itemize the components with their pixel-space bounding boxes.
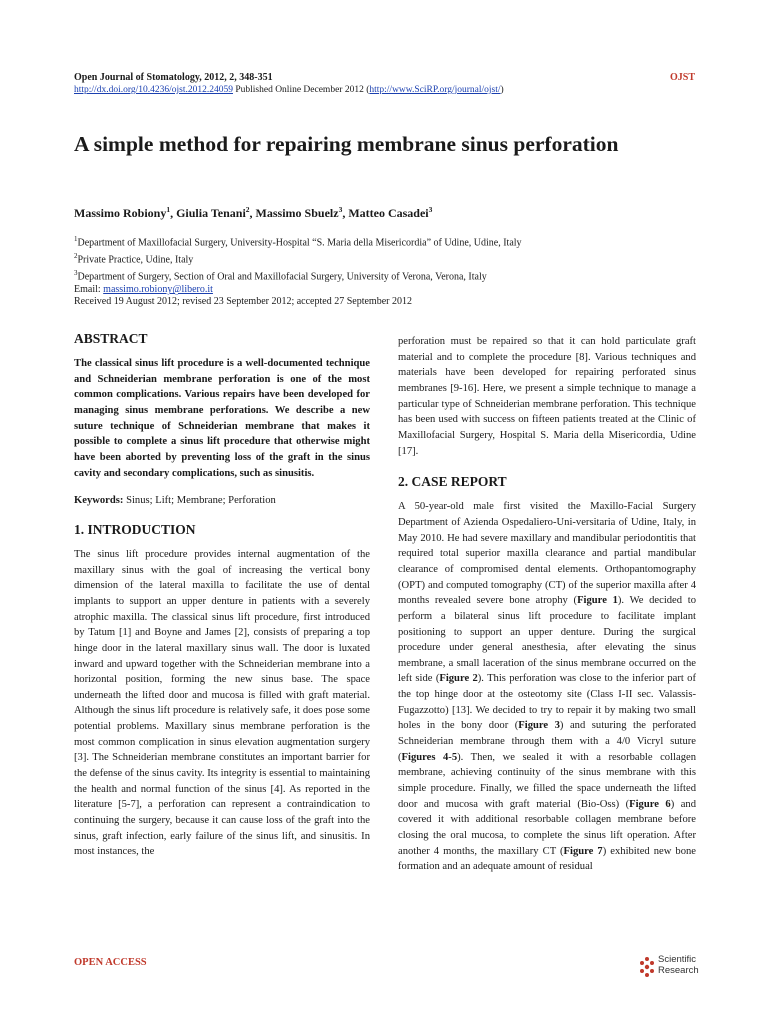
affiliation-3: [74, 267, 522, 284]
author-name: Massimo Sbuelz: [255, 206, 339, 220]
doi-line: [74, 85, 504, 95]
keywords-text: Sinus; Lift; Membrane; Perforation: [123, 495, 276, 507]
author-affil-sup: 2: [245, 205, 250, 214]
author-affil-sup: 1: [166, 205, 171, 214]
case-report-text: [398, 499, 696, 875]
affil-text: Private Practice, Udine, Italy: [77, 254, 194, 266]
author-affil-sup: 3: [428, 205, 433, 214]
case-text: ). Then, we sealed it with a resorbable collagen membrane, achieving continuity of the sinus membrane with this simple procedure. Finally, we filled the space underneath the lifted door and mucosa with graft material (Bio-Oss) (: [398, 751, 696, 810]
doi-link[interactable]: http://dx.doi.org/10.4236/ojst.2012.24059: [74, 85, 233, 95]
abstract-text: The classical sinus lift procedure is a well-documented technique and Schneiderian membrane perforation is one of the most common complications. Various repairs have been developed for managing sinus membrane perforations. We describe a new suture technique of Schneiderian membrane that makes it possible to complete a sinus lift procedure that otherwise might have been aborted by preventing loss of the graft in the sinus cavity and secondary complications, such as sinusitis.: [74, 358, 370, 479]
case-text: ) and suturing the perforated Schneiderian membrane through them with a 4/0 Vicryl suture (: [398, 720, 697, 763]
left-column: [74, 330, 370, 860]
case-report-heading: 2. CASE REPORT: [398, 474, 507, 490]
case-text: ) exhibited new bone formation and an adequate amount of residual: [398, 845, 697, 873]
affil-text: Department of Maxillofacial Surgery, University-Hospital “S. Maria della Misericordia” of Udine, Udine, Italy: [77, 237, 522, 249]
abstract-heading: ABSTRACT: [74, 331, 148, 346]
affil-num: 2: [74, 252, 78, 261]
logo-line-2: Research: [658, 965, 699, 976]
author-affil-sup: 3: [338, 205, 343, 214]
published-text: Published Online December 2012 (: [232, 85, 370, 95]
right-column: [398, 334, 696, 875]
affiliation-2: [74, 250, 522, 267]
figure-ref[interactable]: Figure 2: [439, 673, 478, 685]
introduction-continued: perforation must be repaired so that it can hold particulate graft material and to complete the procedure [8]. Various techniques and materials have been developed for repairing perforated sinus membranes [9-16]. Here, we present a simple technique to manage a particular type of Schneiderian membrane perforation. This technique has been used with success on fifteen patients treated at the Clinic of Maxillofacial Surgery, Hospital S. Maria della Misericordia, Udine [17].: [398, 336, 696, 457]
author-name: Matteo Casadei: [348, 206, 429, 220]
author-name: Giulia Tenani: [176, 206, 246, 220]
open-access-label: OPEN ACCESS: [74, 957, 147, 968]
scientific-research-logo: [638, 954, 718, 980]
introduction-text: The sinus lift procedure provides internal augmentation of the maxillary sinus with the goal of increasing the vertical bony dimension of the lateral maxilla to facilitate the use of dental implants to support an upper denture in patients with a severely atrophic maxilla. The classical sinus lift procedure, first introduced by Tatum [1] and Boyne and James [2], consists of preparing a top hinge door in the lateral maxillary sinus wall. The door is luxated inward and upward together with the Schneiderian membrane into a horizontal position, forming the new sinus base. The space underneath the lifted door and mucosa is filled with graft material. Although the sinus lift procedure is relatively safe, it does pose some potential problems. Maxillary sinus membrane perforation is the most common complication in sinus elevation augmentation surgery [3]. The Schneiderian membrane constitutes an important barrier for the defense of the sinus cavity. Its integrity is essential to maintaining the health and normal function of the sinus [4]. As reported in the literature [5-7], a perforation can represent a contraindication to continuing the surgery, because it can cause loss of the graft into the sinus, graft infection, early failure of the sinus lift, and sinusitis. In most instances, the: [74, 548, 370, 858]
email-label: Email:: [74, 284, 104, 296]
figure-ref[interactable]: Figure 7: [563, 845, 603, 857]
email-link[interactable]: massimo.robiony@libero.it: [103, 284, 213, 296]
author-sep: ,: [342, 206, 349, 220]
keywords: [74, 493, 370, 509]
affil-num: 1: [74, 235, 78, 243]
case-text: ) and covered it with additional resorbable collagen membrane before closing the oral mucosa, to complete the sinus lift operation. After another 4 months, the maxillary CT (: [398, 798, 696, 857]
figure-ref[interactable]: Figure 3: [518, 720, 560, 732]
journal-site-link[interactable]: http://www.SciRP.org/journal/ojst/: [369, 85, 501, 95]
journal-citation: Open Journal of Stomatology, 2012, 2, 348-351: [74, 72, 273, 83]
figure-ref[interactable]: Figure 1: [577, 595, 618, 607]
affil-num: 3: [74, 269, 78, 278]
case-text: ). This perforation was close to the inferior part of the top hinge door at the osteotomy site (Class I-II sec. Valassis-Fugazzotto) [13]. We decided to try to repair it by making two small holes in the bony door (: [398, 673, 696, 732]
logo-line-1: Scientific: [658, 954, 697, 965]
journal-abbrev: OJST: [669, 72, 695, 83]
affil-text: Department of Surgery, Section of Oral and Maxillofacial Surgery, University of Verona, Verona, Italy: [77, 271, 487, 283]
paper-title: A simple method for repairing membrane sinus perforation: [74, 132, 619, 156]
affiliation-1: [74, 233, 522, 250]
scirp-dots-icon: [638, 956, 656, 978]
author-sep: ,: [170, 206, 177, 220]
affiliations: [74, 233, 522, 297]
close-paren: ): [500, 85, 504, 95]
author-list: [74, 205, 432, 221]
author-sep: ,: [249, 206, 256, 220]
author-name: Massimo Robiony: [74, 206, 167, 220]
case-text: A 50-year-old male first visited the Maxillo-Facial Surgery Department of Azienda Ospedaliero-Uni-versitaria of Udine, Italy, in May 2010. He had severe maxillary and mandibular periodontitis that required total superior maxilla clearance and partial mandibular clearance of compromised dental elements. Orthopantomography (OPT) and computed tomography (CT) of the superior maxilla after 4 months revealed severe bone atrophy (: [398, 501, 696, 607]
case-text: ). We decided to perform a bilateral sinus lift procedure to facilitate implant positioning to support an upper denture. During the surgical procedure under general anesthesia, after elevating the sinus membrane, a small laceration of the sinus membrane occurred on the left side (: [398, 595, 696, 685]
keywords-label: Keywords:: [74, 495, 124, 507]
logo-text: [658, 954, 699, 976]
figure-ref[interactable]: Figures 4-5: [401, 751, 458, 763]
introduction-heading: 1. INTRODUCTION: [74, 521, 196, 537]
received-dates: Received 19 August 2012; revised 23 September 2012; accepted 27 September 2012: [74, 296, 412, 307]
figure-ref[interactable]: Figure 6: [629, 798, 671, 810]
